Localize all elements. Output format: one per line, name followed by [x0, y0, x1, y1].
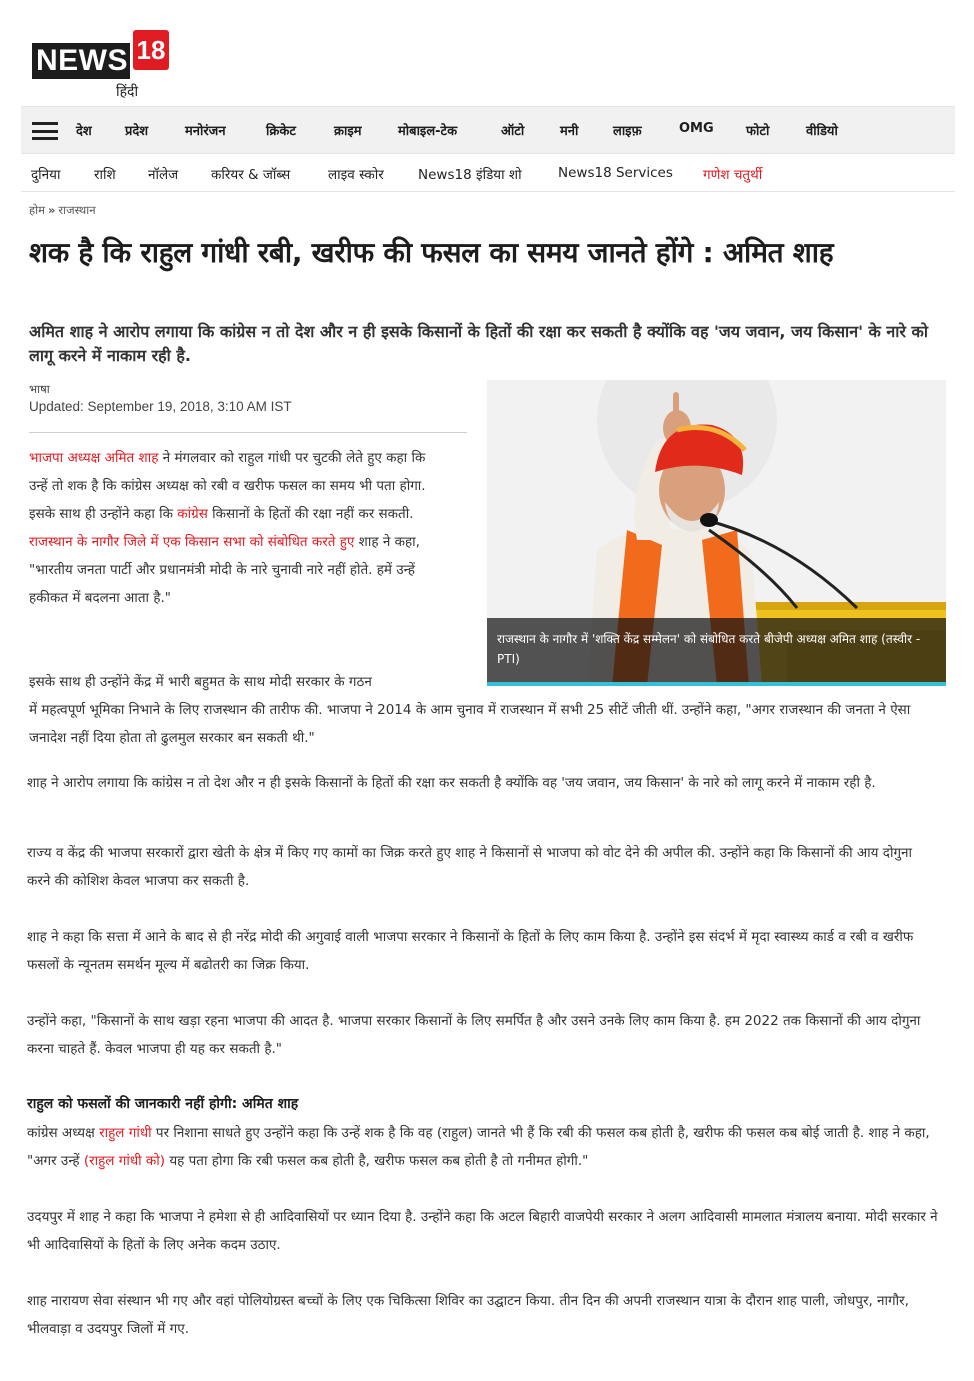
article-paragraph-4: राज्य व केंद्र की भाजपा सरकारों द्वारा खेती के क्षेत्र में किए गए कामों का जिक्र करते हुए शाह ने किसानों से भाजपा को वोट देने की अपील की. उन्होंने कहा कि किसानों की आय दोगुना करने की कोशिश केवल भाजपा कर सकती है. — [27, 845, 913, 889]
nav-item-career-jobs[interactable]: करियर & जॉब्स — [211, 167, 291, 183]
paragraph-text: यह पता होगा कि रबी फसल कब होती है, खरीफ फसल कब होती है तो गनीमत होगी." — [165, 1153, 589, 1169]
breadcrumb — [29, 203, 96, 218]
link-rahul-gandhi[interactable]: राहुल गांधी — [99, 1125, 152, 1141]
link-nagaur-rally[interactable]: राजस्थान के नागौर जिले में एक किसान सभा को संबोधित करते हुए — [29, 534, 355, 550]
breadcrumb-section[interactable]: राजस्थान — [58, 203, 96, 217]
nav-item-pradesh[interactable]: प्रदेश — [125, 124, 149, 139]
article-paragraph-7 — [27, 1119, 942, 1175]
article-paragraph-8: उदयपुर में शाह ने कहा कि भाजपा ने हमेशा से ही आदिवासियों पर ध्यान दिया है. उन्होंने कहा कि अटल बिहारी वाजपेयी सरकार ने अलग आदिवासी मामलात मंत्रालय बनाया. मोदी सरकार ने भी आदिवासियों के हितों के लिए अनेक कदम उठाए. — [27, 1209, 938, 1253]
nav-item-mobile-tech[interactable]: मोबाइल-टेक — [398, 124, 458, 139]
nav-item-live-score[interactable]: लाइव स्कोर — [328, 167, 384, 183]
article-summary: अमित शाह ने आरोप लगाया कि कांग्रेस न तो देश और न ही इसके किसानों के हितों की रक्षा कर सकती है क्योंकि वह 'जय जवान, जय किसान' के नारे को लागू करने में नाकाम रही है. — [29, 322, 928, 365]
nav-item-omg[interactable]: OMG — [679, 121, 714, 136]
nav-item-ganesh-chaturthi[interactable]: गणेश चतुर्थी — [703, 167, 763, 183]
nav-item-knowledge[interactable]: नॉलेज — [148, 167, 179, 183]
nav-item-auto[interactable]: ऑटो — [501, 124, 525, 139]
secondary-nav — [21, 154, 955, 192]
nav-item-services[interactable]: News18 Services — [558, 165, 673, 181]
article-paragraph-5: शाह ने कहा कि सत्ता में आने के बाद से ही नरेंद्र मोदी की अगुवाई वाली भाजपा सरकार ने किसानों के हितों के लिए काम किया है. उन्होंने इस संदर्भ में मृदा स्वास्थ्य कार्ड व रबी व खरीफ फसलों के न्यूनतम समर्थन मूल्य में बढोतरी का जिक्र किया. — [27, 929, 914, 973]
news18-logo[interactable] — [32, 30, 172, 100]
paragraph-text: किसानों के हितों की रक्षा नहीं कर सकती. — [207, 506, 414, 522]
primary-nav — [21, 106, 955, 154]
breadcrumb-separator: » — [47, 203, 56, 217]
link-congress[interactable]: कांग्रेस — [177, 506, 208, 522]
nav-item-photo[interactable]: फोटो — [746, 124, 770, 139]
photo-accent-bar — [487, 682, 946, 686]
photo-caption: राजस्थान के नागौर में 'शक्ति केंद्र सम्मेलन' को संबोधित करते बीजेपी अध्यक्ष अमित शाह (तस्वीर - PTI) — [487, 618, 946, 682]
byline-divider — [29, 432, 467, 433]
logo-brand: NEWS — [32, 43, 130, 79]
paragraph-text: पर निशाना साधते हुए उन्होंने कहा कि उन्हें शक है कि वह (राहुल) जानते भी हैं कि रबी की फसल कब होती है, खरीफ की फसल कब बोई जाती है. शाह ने कहा, "अगर उन्हें — [27, 1125, 930, 1169]
logo-language: हिंदी — [116, 84, 139, 100]
nav-item-manoranjan[interactable]: मनोरंजन — [185, 124, 226, 139]
nav-item-video[interactable]: वीडियो — [806, 124, 838, 139]
nav-item-cricket[interactable]: क्रिकेट — [266, 124, 296, 139]
hamburger-menu-icon[interactable] — [32, 122, 58, 140]
breadcrumb-home[interactable]: होम — [29, 203, 45, 217]
paragraph-text: कांग्रेस अध्यक्ष — [27, 1125, 100, 1141]
link-bjp-president[interactable]: भाजपा अध्यक्ष अमित शाह — [29, 450, 159, 466]
paragraph-text: ने मंगलवार को राहुल गांधी पर चुटकी लेते हुए कहा कि उन्हें तो शक है कि कांग्रेस अध्यक्ष को रबी व खरीफ फसल का समय भी पता होगा. इसके साथ ही उन्होंने कहा कि — [29, 450, 426, 522]
nav-item-rashi[interactable]: राशि — [94, 167, 116, 183]
article-subheading: राहुल को फसलों की जानकारी नहीं होगी: अमित शाह — [27, 1096, 299, 1112]
logo-number: 18 — [133, 30, 169, 70]
article-photo[interactable] — [487, 380, 946, 686]
nav-item-desh[interactable]: देश — [76, 124, 92, 139]
article-paragraph-9: शाह नारायण सेवा संस्थान भी गए और वहां पोलियोग्रस्त बच्चों के लिए एक चिकित्सा शिविर का उद्घाटन किया. तीन दिन की अपनी राजस्थान यात्रा के दौरान शाह पाली, जोधपुर, नागौर, भीलवाड़ा व उदयपुर जिलों में गए. — [27, 1293, 909, 1337]
nav-item-money[interactable]: मनी — [560, 124, 579, 139]
link-rahul-gandhi-2[interactable]: (राहुल गांधी को) — [83, 1153, 166, 1169]
article-paragraph-6: उन्होंने कहा, "किसानों के साथ खड़ा रहना भाजपा की आदत है. भाजपा सरकार किसानों के लिए समर्पित है और उसने उनके लिए काम किया है. हम 2022 तक किसानों की आय दोगुना करना चाहते हैं. केवल भाजपा ही यह कर सकती है." — [27, 1013, 921, 1057]
nav-item-duniya[interactable]: दुनिया — [31, 167, 61, 183]
paragraph-text: शाह ने कहा, "भारतीय जनता पार्टी और प्रधानमंत्री मोदी के नारे चुनावी नारे नहीं होते. हमें उन्हें हकीकत में बदलना आता है." — [29, 534, 420, 606]
article-updated: Updated: September 19, 2018, 3:10 AM IST — [29, 399, 292, 414]
nav-item-crime[interactable]: क्राइम — [334, 124, 362, 139]
article-source: भाषा — [29, 382, 50, 396]
article-paragraph-1 — [29, 444, 429, 612]
nav-item-life[interactable]: लाइफ़ — [613, 124, 642, 139]
nav-item-india-show[interactable]: News18 इंडिया शो — [418, 167, 522, 183]
article-paragraph-3: शाह ने आरोप लगाया कि कांग्रेस न तो देश और न ही इसके किसानों के हितों की रक्षा कर सकती है क्योंकि वह 'जय जवान, जय किसान' के नारे को लागू करने में नाकाम रही है. — [27, 775, 876, 791]
article-paragraph-2-line1: इसके साथ ही उन्होंने केंद्र में भारी बहुमत के साथ मोदी सरकार के गठन — [29, 674, 372, 690]
article-headline: शक है कि राहुल गांधी रबी, खरीफ की फसल का समय जानते होंगे : अमित शाह — [29, 236, 834, 269]
article-paragraph-2: में महत्वपूर्ण भूमिका निभाने के लिए राजस्थान की तारीफ की. भाजपा ने 2014 के आम चुनाव में राजस्थान में सभी 25 सीटें जीती थीं. उन्होंने कहा, "अगर राजस्थान की जनता ने ऐसा जनादेश नहीं दिया होता तो ढुलमुल सरकार बन सकती थी." — [29, 702, 911, 746]
